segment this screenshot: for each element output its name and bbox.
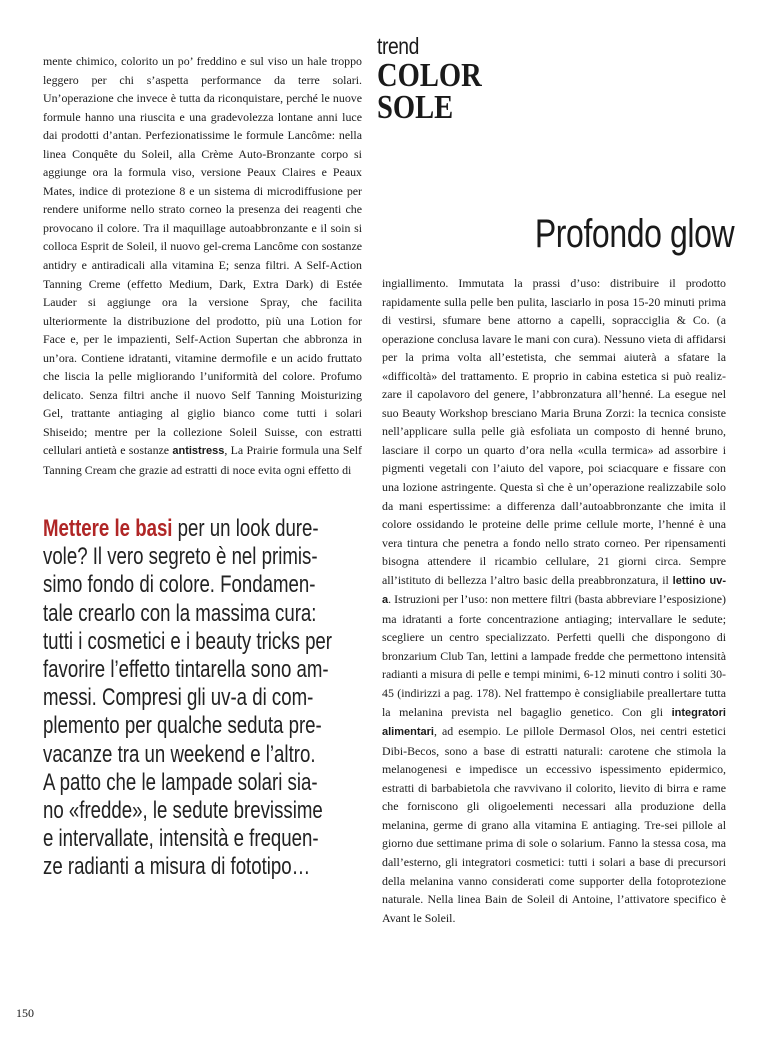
lede-line: plemento per qualche seduta pre- [43,713,322,740]
section-rubric [377,57,482,126]
body-column-left [43,52,362,480]
lede-line: vole? Il vero segreto è nel primis- [43,544,318,571]
section-kicker: trend [377,33,419,59]
body-text: , ad esempio. Le pillole Dermasol Olos, nei centri estetici Dibi-Becos, sono a base di estratti naturali: carotene che stimola la melanogenesi e impedisce un eccessivo ispessimento epidermico, estratti di barbabietola che ravvivano il colorito, lievito di birra e rame che forniscono gli oligoelementi necessari alla produzione della melanina, germe di grano alla vitamina E antiaging. Tre-sei pillole al giorno due settimane prima di sole o solarium. Fanno la stessa cosa, ma dall’esterno, gli integratori cosmetici: tutti i solari a base di precursori della melanina vanno considerati come supporter della fotoprotezione naturale. Nella linea Bain de Soleil di Antoine, l’attivatore specifico è Avant le Soleil. [382,724,726,925]
lede-line: simo fondo di colore. Fondamen- [43,572,316,599]
lede-text: per un look dure- [172,516,319,542]
article-headline: Profondo glow [534,212,734,256]
body-text: ingiallimento. Immutata la prassi d’uso: distribuire il prodotto rapidamente sulla pelle ben pulita, lasciarlo in posa 15-20 minuti prima di vestirsi, sfumare bene attorno a capelli, sopracciglia & Co. (a operazione conclusa lavare le mani con cura). Nessuno vieta di affidarsi per la prima volta all’estetista, che semmai aiuterà a sfatare la «difficoltà» del trattamento. E proprio in cabina estetica si può realizzare il capolavoro del genere, l’abbronzatura all’henné. La esegue nel suo Beauty Workshop bresciano Maria Bruna Zorzi: la tecnica consiste nell’applicare sulla pelle già esfoliata un composto di henné bruno, lasciare il corpo un quarto d’ora nella «culla termica» ad assorbire i pigmenti vegetali con l’aiuto del vapore, poi sciacquare e fissare con una lozione astringente. Questa sì che è un’operazione realizzabile solo da mani espertissime: a differenza dall’autoabbronzante che imita il colore ossidando le proteine delle prime cellule morte, l’henné è una vera tintura che penetra a fondo nello strato corneo. Per ripensamenti bisogna attendere il ricambio cellulare, 21 giorni circa. Sempre all’istituto di bellezza l’altro basic della preabbronzatura, il [382,276,726,587]
page-number: 150 [16,1006,34,1020]
lede-line: ze radianti a misura di fototipo… [43,854,311,881]
lede-paragraph [43,515,359,882]
lede-line [43,515,359,543]
lede-line: e intervallate, intensità e frequen- [43,826,319,853]
rubric-line: COLOR [377,57,482,94]
body-text: , La Prairie formula una Self Tanning Cream che grazie ad estratti di noce evita ogni effetto di [43,443,362,478]
keyword: antistress [172,445,225,458]
lede-line: no «fredde», le sedute brevissime [43,798,323,825]
lede-line: tale crearlo con la massima cura: [43,600,317,627]
rubric-line: SOLE [377,89,454,126]
lede-line: messi. Compresi gli uv-a di com- [43,685,314,712]
body-text: . Istruzioni per l’uso: non mettere filtri (basta abbreviare l’esposizione) ma idratanti a forte concentrazione antiaging; intervallare le sedute; scegliere un centro specializzato. Perfetti quelli che dispongono di bronzarium Club Tan, lettini a lampade fredde che permettono intensità radianti a misura di pelle e tempi minimi, 6-12 minuti contro i soliti 30-45 (indirizzi a pag. 178). Nel frattempo è consigliabile preallertare tutta la melanina prevista nel bagaglio genetico. Con gli [382,592,726,719]
lede-line: vacanze tra un weekend e l’altro. [43,741,316,768]
lede-line: A patto che le lampade solari sia- [43,769,318,796]
body-text: mente chimico, colorito un po’ freddino e sul viso un hale troppo leggero per chi s’aspetta performance da terre solari. Un’operazione che invece è tutta da riconquistare, perché le nuove formule hanno una riuscita e una gradevolezza lontane anni luce dai prodotti d’antan. Perfezionatissime le formule Lancôme: nella linea Conquête du Soleil, alla Crème Auto-Bronzante corpo si aggiunge ora la formula viso, versione Peaux Claires e Peaux Mates, indice di protezione 8 e un sistema di microdiffusione per rendere uniforme nello strato corneo la presenza dei reagenti che provocano il colore. Tra il maquillage autoabbronzante e il soin si colloca Esprit de Soleil, il nuovo gel-crema Lancôme con sostanze antidry e antiradicali alla vitamina E; senza filtri. A Self-Action Tanning Creme (effetto Medium, Dark, Extra Dark) di Estée Lauder si aggiunge ora la versione Spray, che facilita ulteriormente la distribuzione del prodotto, più una Lotion for Face e, per le impazienti, Self-Action Supertan che abbronza in un’ora. Contiene idratanti, vitamine dermofile e un acido fruttato che liscia la pelle migliorando l’uniformità del colore. Profumo delicato. Senza filtri anche il nuovo Self Tanning Moisturizing Gel, trattante antiaging al giglio bianco come tutti i solari Shiseido; mentre per la collezione Soleil Suisse, con estratti cellulari antietà e sostanze [43,54,362,458]
body-column-right [382,274,726,927]
lede-line: tutti i cosmetici e i beauty tricks per [43,628,333,655]
keyword: lettino uv-a [382,574,726,607]
lede-line: favorire l’effetto tintarella sono am- [43,657,329,684]
lede-lead-in: Mettere le basi [43,516,173,542]
keyword: integratori alimentari [382,706,726,739]
